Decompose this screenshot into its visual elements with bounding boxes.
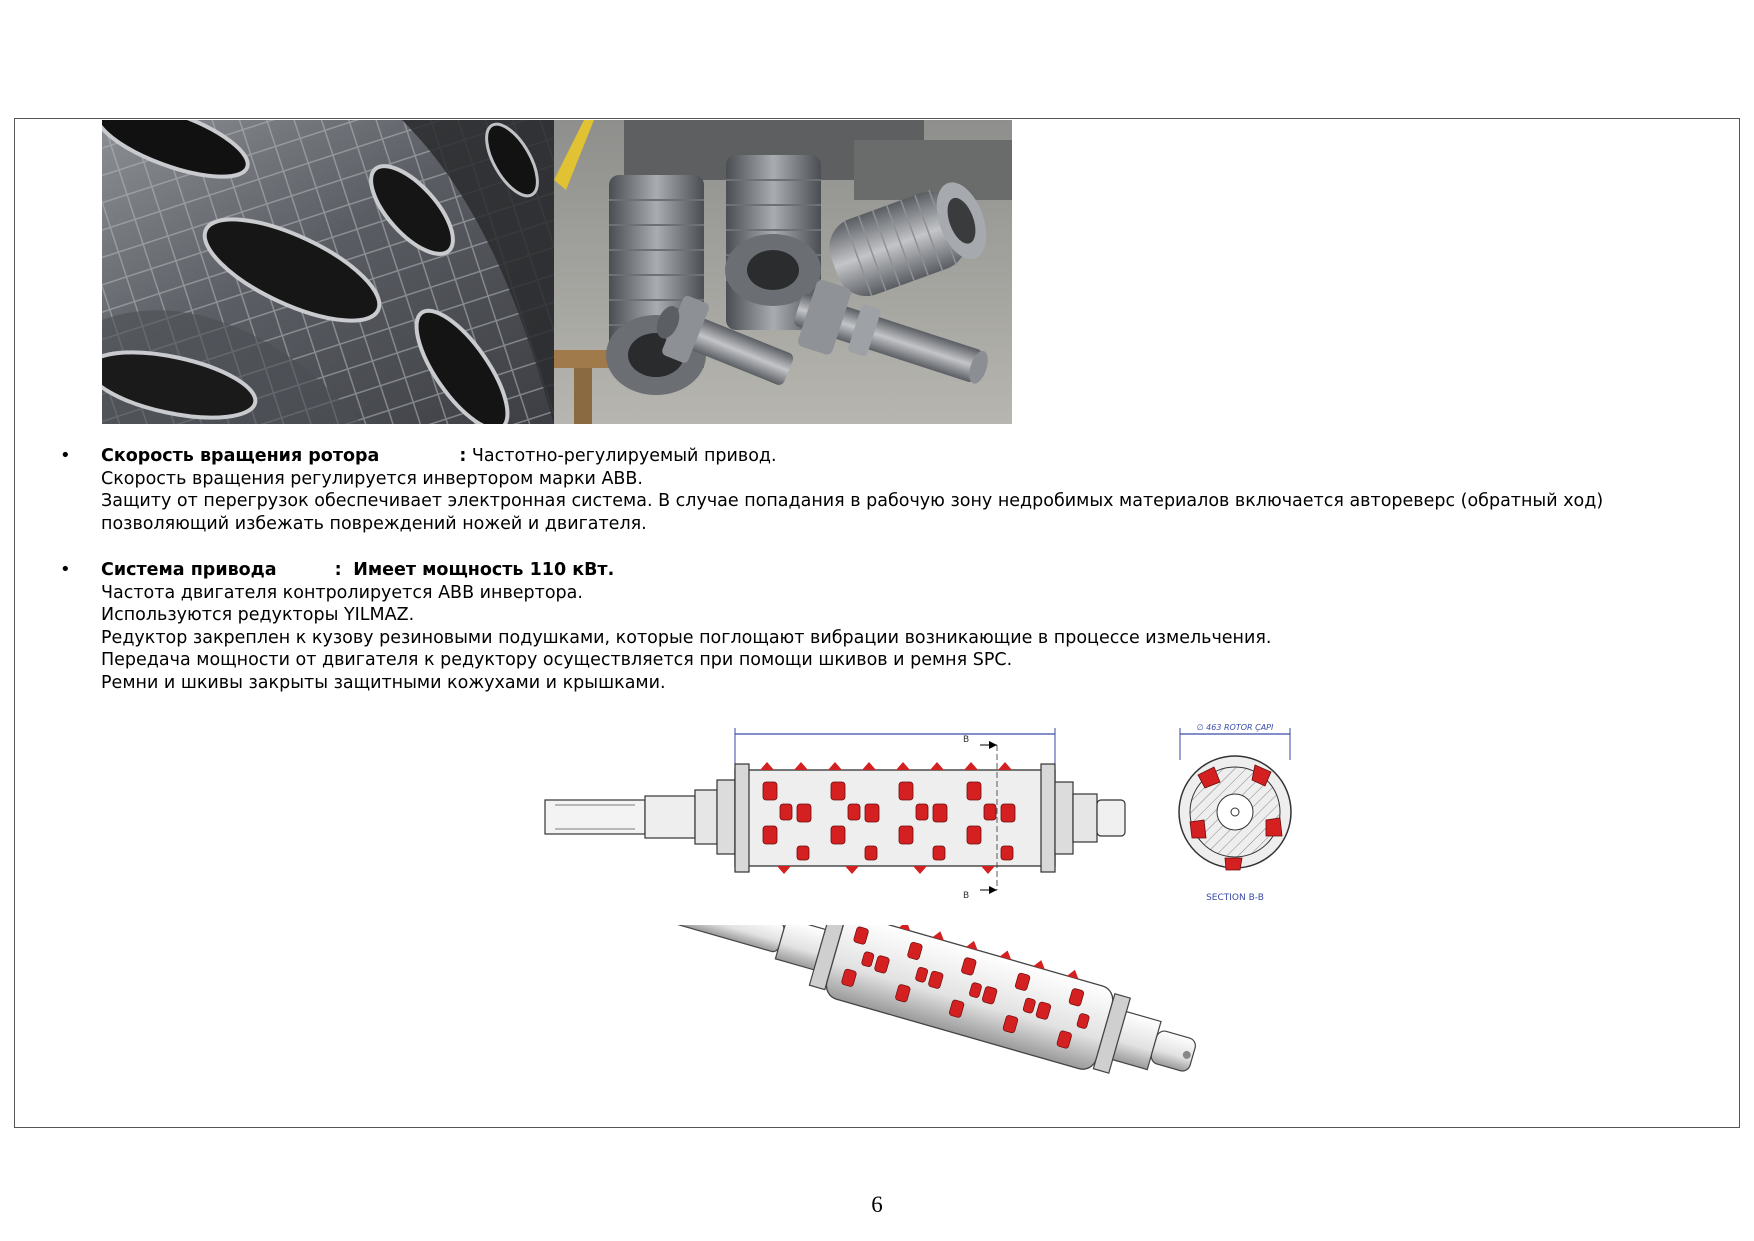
- bullet-heading: Система привода: [101, 560, 277, 580]
- rotor-parts-photo: [554, 120, 1012, 424]
- bullet-drive-system: [60, 559, 1730, 699]
- section-label: SECTION B-B: [1206, 893, 1264, 903]
- bullet-line: Частота двигателя контролируется ABB инвертора.: [101, 582, 583, 603]
- page-number: 6: [871, 1192, 883, 1217]
- bullet-heading-value: Частотно-регулируемый привод.: [471, 446, 777, 466]
- bullet-heading: Скорость вращения ротора: [101, 446, 380, 466]
- bullet-separator: :: [459, 446, 467, 466]
- rotor-isometric-render: [640, 925, 1220, 1075]
- bullet-heading-value: Имеет мощность 110 кВт.: [353, 560, 615, 580]
- bullet-line: Скорость вращения регулируется инвертором марки ABB.: [101, 468, 643, 489]
- bullet-line: Передача мощности от двигателя к редуктору осуществляется при помощи шкивов и ремня SPC.: [101, 650, 1013, 671]
- rotor-welding-photo: [102, 120, 554, 424]
- bullet-icon: •: [60, 559, 71, 580]
- bullet-line: Ремни и шкивы закрыты защитными кожухами и крышками.: [101, 672, 666, 693]
- bullet-line: Редуктор закреплен к кузову резиновыми подушками, которые поглощают вибрации возникающие в процессе измельчения.: [101, 627, 1272, 648]
- rotor-section-drawing: [1170, 720, 1300, 905]
- bullet-line: Защиту от перегрузок обеспечивает электронная система. В случае попадания в рабочую зону недробимых материалов включается автореверс (обратный ход) позволяющий избежать повреждений ножей и двигателя.: [101, 491, 1604, 534]
- bullet-separator: :: [334, 560, 342, 580]
- rotor-side-view-drawing: [535, 720, 1135, 905]
- section-marker-top: B: [963, 735, 970, 745]
- bullet-rotor-speed: [60, 445, 1730, 535]
- bullet-line: Используются редукторы YILMAZ.: [101, 605, 415, 626]
- section-marker-bottom: B: [963, 891, 970, 901]
- rotor-diameter-label: ∅ 463 ROTOR ÇAPI: [1196, 723, 1274, 732]
- bullet-icon: •: [60, 445, 71, 466]
